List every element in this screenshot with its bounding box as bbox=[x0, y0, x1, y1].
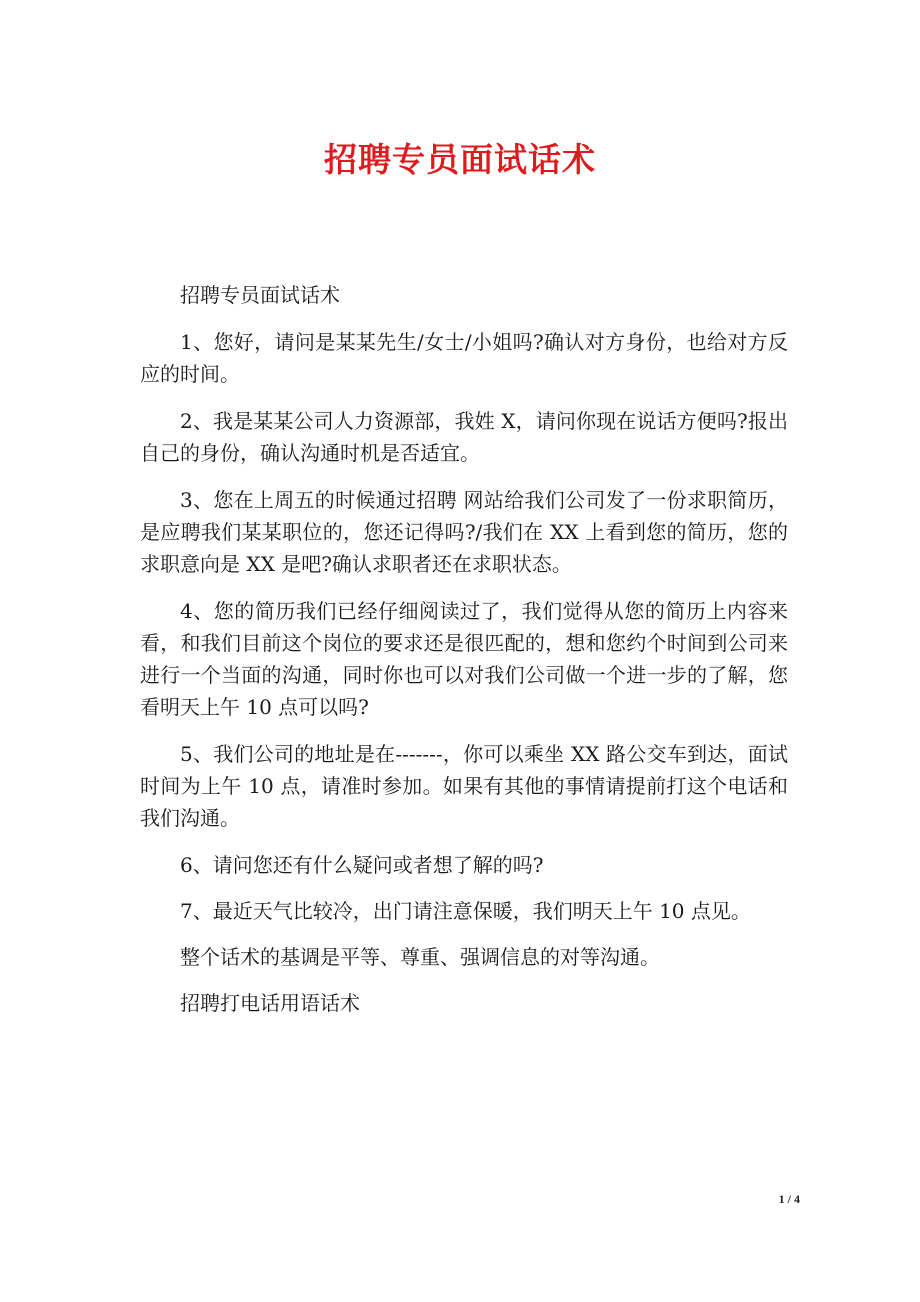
document-body bbox=[140, 279, 788, 1033]
paragraph-item-7: 7、最近天气比较冷，出门请注意保暖，我们明天上午 10 点见。 bbox=[180, 899, 751, 923]
paragraph-item-3: 3、您在上周五的时候通过招聘 网站给我们公司发了一份求职简历，是应聘我们某某职位的，您还记得吗?/我们在 XX 上看到您的简历，您的求职意向是 XX 是吧?确认求职者还在求职状态。 bbox=[140, 488, 788, 576]
document-title: 招聘专员面试话术 bbox=[324, 140, 596, 179]
paragraph-heading: 招聘专员面试话术 bbox=[180, 283, 340, 307]
paragraph-item-5: 5、我们公司的地址是在-------，你可以乘坐 XX 路公交车到达，面试时间为上午 10 点，请准时参加。如果有其他的事情请提前打这个电话和我们沟通。 bbox=[140, 742, 788, 830]
paragraph-summary: 整个话术的基调是平等、尊重、强调信息的对等沟通。 bbox=[180, 945, 660, 969]
paragraph-item-6: 6、请问您还有什么疑问或者想了解的吗? bbox=[180, 853, 544, 877]
paragraph-section-heading: 招聘打电话用语话术 bbox=[180, 991, 360, 1015]
paragraph-item-1: 1、您好，请问是某某先生/女士/小姐吗?确认对方身份，也给对方反应的时间。 bbox=[140, 330, 788, 386]
page-number: 1 / 4 bbox=[778, 1192, 800, 1206]
paragraph-item-2: 2、我是某某公司人力资源部，我姓 X，请问你现在说话方便吗?报出自己的身份，确认沟通时机是否适宜。 bbox=[140, 409, 788, 465]
paragraph-item-4: 4、您的简历我们已经仔细阅读过了，我们觉得从您的简历上内容来看，和我们目前这个岗位的要求还是很匹配的，想和您约个时间到公司来进行一个当面的沟通，同时你也可以对我们公司做一个进一步的了解，您看明天上午 10 点可以吗? bbox=[140, 599, 788, 719]
